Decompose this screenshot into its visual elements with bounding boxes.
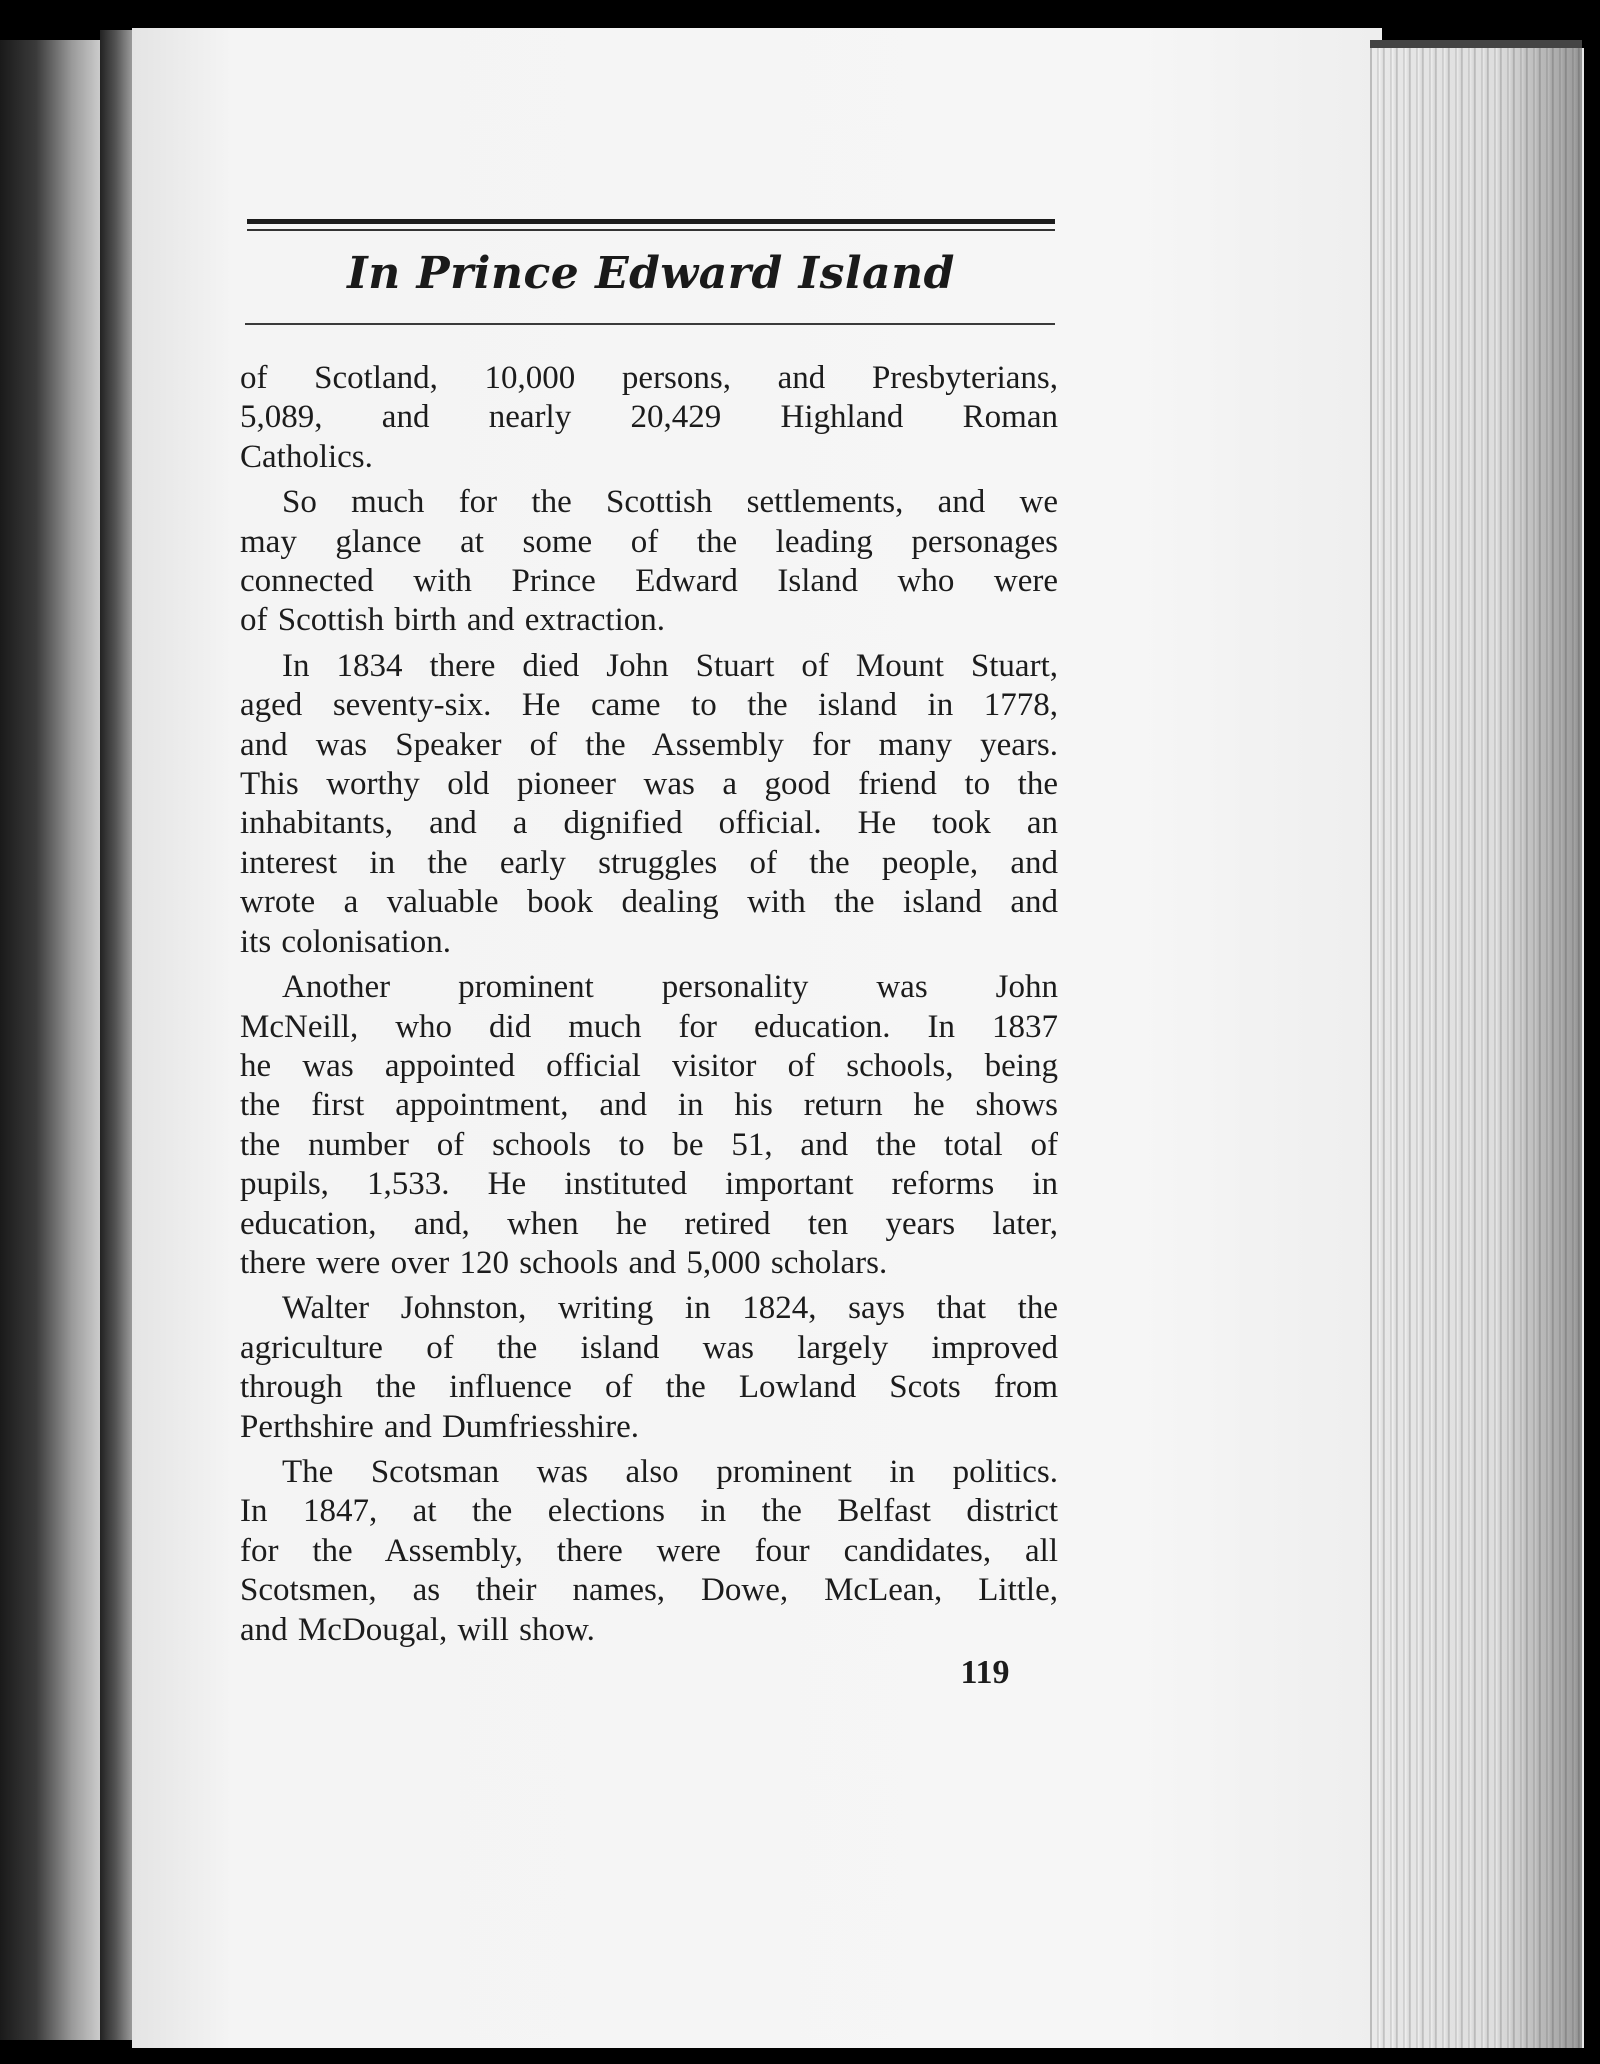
text-line: the number of schools to be 51, and the total of xyxy=(240,1126,1058,1163)
running-head: In Prince Edward Island xyxy=(347,248,955,299)
body-text xyxy=(240,359,1058,1656)
text-line: Perthshire and Dumfriesshire. xyxy=(240,1408,639,1445)
header-rule-thick xyxy=(247,219,1055,224)
text-line: pupils, 1,533. He instituted important reforms in xyxy=(240,1166,1058,1203)
paragraph xyxy=(240,359,1058,477)
paragraph xyxy=(240,1453,1058,1650)
text-line: Scotsmen, as their names, Dowe, McLean, Little, xyxy=(240,1572,1058,1609)
text-line: agriculture of the island was largely improved xyxy=(240,1329,1058,1366)
paragraph xyxy=(240,647,1058,962)
text-line: wrote a valuable book dealing with the island and xyxy=(240,884,1058,921)
text-line: inhabitants, and a dignified official. He took an xyxy=(240,805,1058,842)
paragraph xyxy=(240,968,1058,1283)
page-block-shadow xyxy=(1370,48,1582,2048)
text-line: aged seventy-six. He came to the island in 1778, xyxy=(240,687,1058,724)
text-line: may glance at some of the leading personages xyxy=(240,523,1058,560)
text-line: through the influence of the Lowland Scots from xyxy=(240,1369,1058,1406)
text-line: interest in the early struggles of the people, and xyxy=(240,844,1058,881)
text-line: its colonisation. xyxy=(240,923,451,960)
text-line: and McDougal, will show. xyxy=(240,1611,595,1648)
text-line: In 1847, at the elections in the Belfast district xyxy=(240,1493,1058,1530)
text-line: Catholics. xyxy=(240,438,373,475)
text-line: In 1834 there died John Stuart of Mount Stuart, xyxy=(282,647,1058,684)
text-line: The Scotsman was also prominent in politics. xyxy=(282,1453,1058,1490)
text-line: This worthy old pioneer was a good friend to the xyxy=(240,766,1058,803)
text-line: there were over 120 schools and 5,000 scholars. xyxy=(240,1244,888,1281)
header-rule-under-title xyxy=(245,323,1055,325)
text-line: 5,089, and nearly 20,429 Highland Roman xyxy=(240,399,1058,436)
text-line: and was Speaker of the Assembly for many years. xyxy=(240,726,1058,763)
text-line: Another prominent personality was John xyxy=(282,969,1058,1006)
text-line: the first appointment, and in his return he shows xyxy=(240,1087,1058,1124)
text-line: Walter Johnston, writing in 1824, says that the xyxy=(282,1290,1058,1327)
header-rule-thin xyxy=(247,229,1055,231)
text-line: of Scotland, 10,000 persons, and Presbyterians, xyxy=(240,360,1058,396)
paragraph xyxy=(240,483,1058,641)
text-line: of Scottish birth and extraction. xyxy=(240,602,665,639)
page-number: 119 xyxy=(960,1654,1010,1691)
text-line: education, and, when he retired ten years later, xyxy=(240,1205,1058,1242)
text-line: for the Assembly, there were four candidates, all xyxy=(240,1532,1058,1569)
paragraph xyxy=(240,1289,1058,1447)
text-line: connected with Prince Edward Island who were xyxy=(240,563,1058,600)
text-line: McNeill, who did much for education. In 1837 xyxy=(240,1008,1058,1045)
text-line: he was appointed official visitor of schools, being xyxy=(240,1047,1058,1084)
text-line: So much for the Scottish settlements, and we xyxy=(282,484,1058,521)
